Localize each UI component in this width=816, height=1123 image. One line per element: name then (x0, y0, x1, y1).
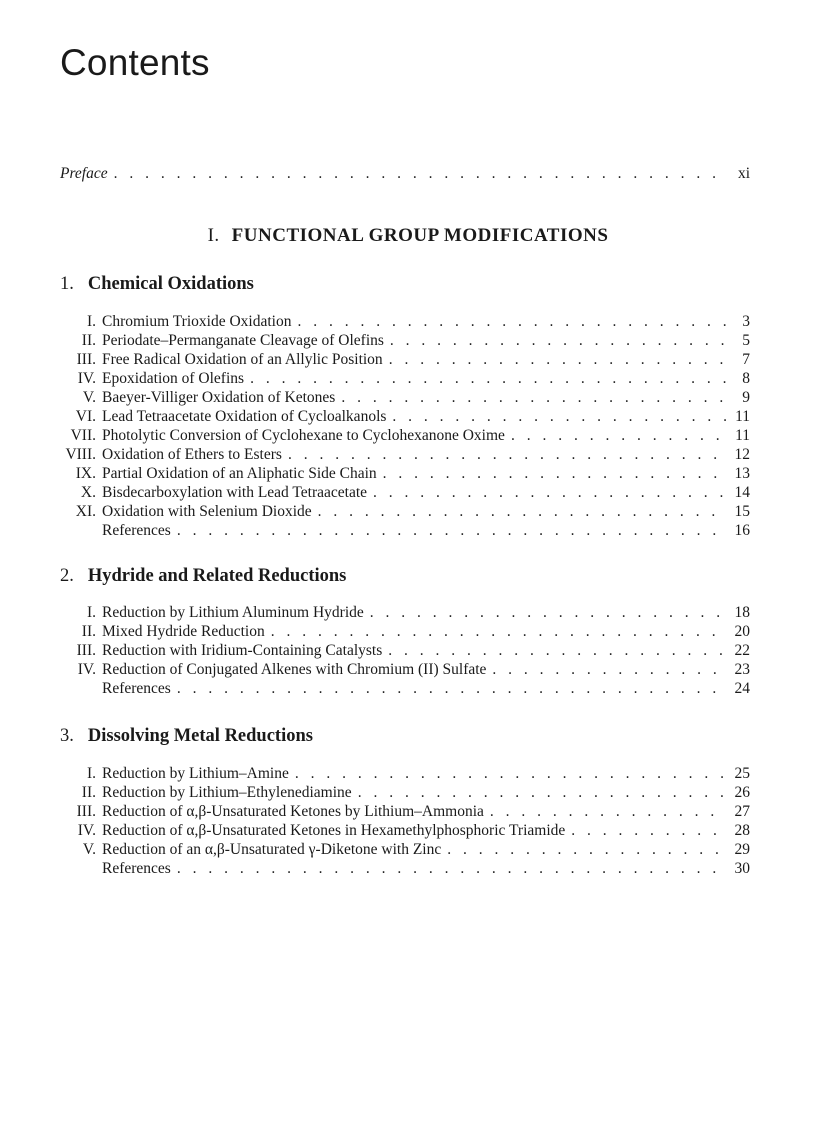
toc-entry[interactable] (60, 350, 750, 369)
toc-entry[interactable] (60, 502, 750, 521)
leader-dots (384, 331, 726, 350)
toc-entry[interactable] (60, 369, 750, 388)
entry-label: Periodate–Permanganate Cleavage of Olefins (102, 332, 384, 349)
chapter-number: 1. (60, 274, 74, 294)
page-number: 14 (734, 484, 750, 501)
entry-numeral: IV. (77, 661, 96, 678)
page-number: 22 (734, 642, 750, 659)
entry-label: Mixed Hydride Reduction (102, 623, 265, 640)
entry-numeral: IV. (77, 822, 96, 839)
chapter-heading (60, 274, 254, 295)
part-heading (0, 225, 816, 247)
leader-dots (441, 840, 726, 859)
page-number: 18 (734, 604, 750, 621)
entry-label: Epoxidation of Olefins (102, 370, 245, 387)
chapter-heading (60, 566, 346, 587)
entry-numeral: X. (80, 484, 96, 501)
page-number: xi (737, 165, 750, 182)
entry-label: Reduction by Lithium–Ethylenediamine (102, 784, 352, 801)
entry-label: Photolytic Conversion of Cyclohexane to Cyclohexanone Oxime (102, 427, 505, 444)
toc-entry[interactable] (60, 783, 750, 802)
leader-dots (282, 445, 726, 464)
toc-entry[interactable] (60, 603, 750, 622)
entry-numeral: VI. (75, 408, 96, 425)
entry-label: Oxidation of Ethers to Esters (102, 446, 282, 463)
leader-dots (382, 641, 726, 660)
page-number: 24 (734, 680, 750, 697)
page-number: 11 (735, 427, 750, 444)
entry-numeral: IV. (77, 370, 96, 387)
page-number: 15 (734, 503, 750, 520)
leader-dots (289, 764, 726, 783)
entry-numeral: IX. (75, 465, 96, 482)
leader-dots (486, 660, 726, 679)
entry-label: Reduction of α,β-Unsaturated Ketones in Hexamethylphosphoric Triamide (102, 822, 566, 839)
chapter-title: Chemical Oxidations (87, 274, 254, 294)
toc-entry[interactable] (60, 464, 750, 483)
page-number: 20 (734, 623, 750, 640)
entry-label: Lead Tetraacetate Oxidation of Cycloalkanols (102, 408, 387, 425)
leader-dots (312, 502, 726, 521)
entry-numeral: III. (76, 803, 96, 820)
entry-numeral: II. (81, 784, 96, 801)
toc-entry-references[interactable] (60, 859, 750, 878)
page-number: 12 (734, 446, 750, 463)
chapter-number: 2. (60, 566, 74, 586)
page-number: 26 (734, 784, 750, 801)
page-number: 8 (742, 370, 750, 387)
part-numeral: I. (207, 225, 220, 246)
page-number: 27 (734, 803, 750, 820)
entry-label: Reduction of Conjugated Alkenes with Chromium (II) Sulfate (102, 661, 487, 678)
entry-numeral: I. (86, 765, 96, 782)
chapter-1-entries (60, 312, 750, 540)
toc-entry[interactable] (60, 840, 750, 859)
entry-label: References (102, 680, 171, 697)
entry-numeral: I. (86, 313, 96, 330)
leader-dots (377, 464, 726, 483)
leader-dots (364, 603, 726, 622)
chapter-title: Dissolving Metal Reductions (87, 726, 313, 746)
toc-entry-preface[interactable] (60, 164, 750, 183)
page-number: 7 (742, 351, 750, 368)
leader-dots (171, 679, 726, 698)
entry-numeral: III. (76, 642, 96, 659)
part-title: FUNCTIONAL GROUP MODIFICATIONS (231, 225, 609, 246)
entry-label: Oxidation with Selenium Dioxide (102, 503, 312, 520)
toc-entry[interactable] (60, 312, 750, 331)
leader-dots (171, 859, 726, 878)
entry-numeral: V. (82, 841, 96, 858)
chapter-title: Hydride and Related Reductions (87, 566, 347, 586)
entry-label: Reduction of an α,β-Unsaturated γ-Diketone with Zinc (102, 841, 442, 858)
page-number: 13 (734, 465, 750, 482)
toc-entry[interactable] (60, 483, 750, 502)
leader-dots (171, 521, 726, 540)
leader-dots (335, 388, 726, 407)
page-number: 25 (734, 765, 750, 782)
page-number: 23 (734, 661, 750, 678)
entry-label: Chromium Trioxide Oxidation (102, 313, 292, 330)
entry-numeral: I. (86, 604, 96, 621)
toc-entry[interactable] (60, 802, 750, 821)
page-number: 29 (734, 841, 750, 858)
toc-entry[interactable] (60, 622, 750, 641)
page-number: 30 (734, 860, 750, 877)
entry-label: Reduction by Lithium Aluminum Hydride (102, 604, 364, 621)
toc-entry[interactable] (60, 388, 750, 407)
entry-numeral: VIII. (65, 446, 96, 463)
chapter-3-entries (60, 764, 750, 878)
entry-label: Bisdecarboxylation with Lead Tetraacetate (102, 484, 368, 501)
entry-numeral: XI. (75, 503, 96, 520)
entry-label: Reduction of α,β-Unsaturated Ketones by Lithium–Ammonia (102, 803, 484, 820)
toc-entry-references[interactable] (60, 521, 750, 540)
entry-numeral: V. (82, 389, 96, 406)
page-number: 9 (742, 389, 750, 406)
page-number: 28 (734, 822, 750, 839)
toc-entry[interactable] (60, 331, 750, 350)
entry-numeral: II. (81, 623, 96, 640)
toc-entry[interactable] (60, 660, 750, 679)
toc-entry-references[interactable] (60, 679, 750, 698)
entry-numeral: III. (76, 351, 96, 368)
entry-label: Reduction with Iridium-Containing Catalysts (102, 642, 383, 659)
entry-label: Partial Oxidation of an Aliphatic Side Chain (102, 465, 377, 482)
toc-entry[interactable] (60, 821, 750, 840)
chapter-number: 3. (60, 726, 74, 746)
toc-entry[interactable] (60, 445, 750, 464)
leader-dots (265, 622, 726, 641)
entry-label: Baeyer-Villiger Oxidation of Ketones (102, 389, 336, 406)
entry-label: Free Radical Oxidation of an Allylic Position (102, 351, 383, 368)
toc-entry[interactable] (60, 764, 750, 783)
leader-dots (505, 426, 726, 445)
page-number: 5 (742, 332, 750, 349)
preface-label: Preface (60, 165, 108, 182)
entry-label: References (102, 522, 171, 539)
toc-entry[interactable] (60, 426, 750, 445)
leader-dots (244, 369, 726, 388)
leader-dots (291, 312, 726, 331)
entry-numeral: VII. (70, 427, 96, 444)
page-number: 3 (742, 313, 750, 330)
entry-label: Reduction by Lithium–Amine (102, 765, 289, 782)
chapter-heading (60, 726, 313, 747)
leader-dots (386, 407, 726, 426)
chapter-2-entries (60, 603, 750, 698)
leader-dots (108, 164, 726, 183)
entry-label: References (102, 860, 171, 877)
page-number: 11 (735, 408, 750, 425)
leader-dots (367, 483, 726, 502)
toc-entry[interactable] (60, 641, 750, 660)
leader-dots (484, 802, 726, 821)
page-number: 16 (734, 522, 750, 539)
leader-dots (383, 350, 726, 369)
leader-dots (565, 821, 726, 840)
entry-numeral: II. (81, 332, 96, 349)
leader-dots (352, 783, 726, 802)
toc-entry[interactable] (60, 407, 750, 426)
page-title: Contents (60, 42, 210, 83)
